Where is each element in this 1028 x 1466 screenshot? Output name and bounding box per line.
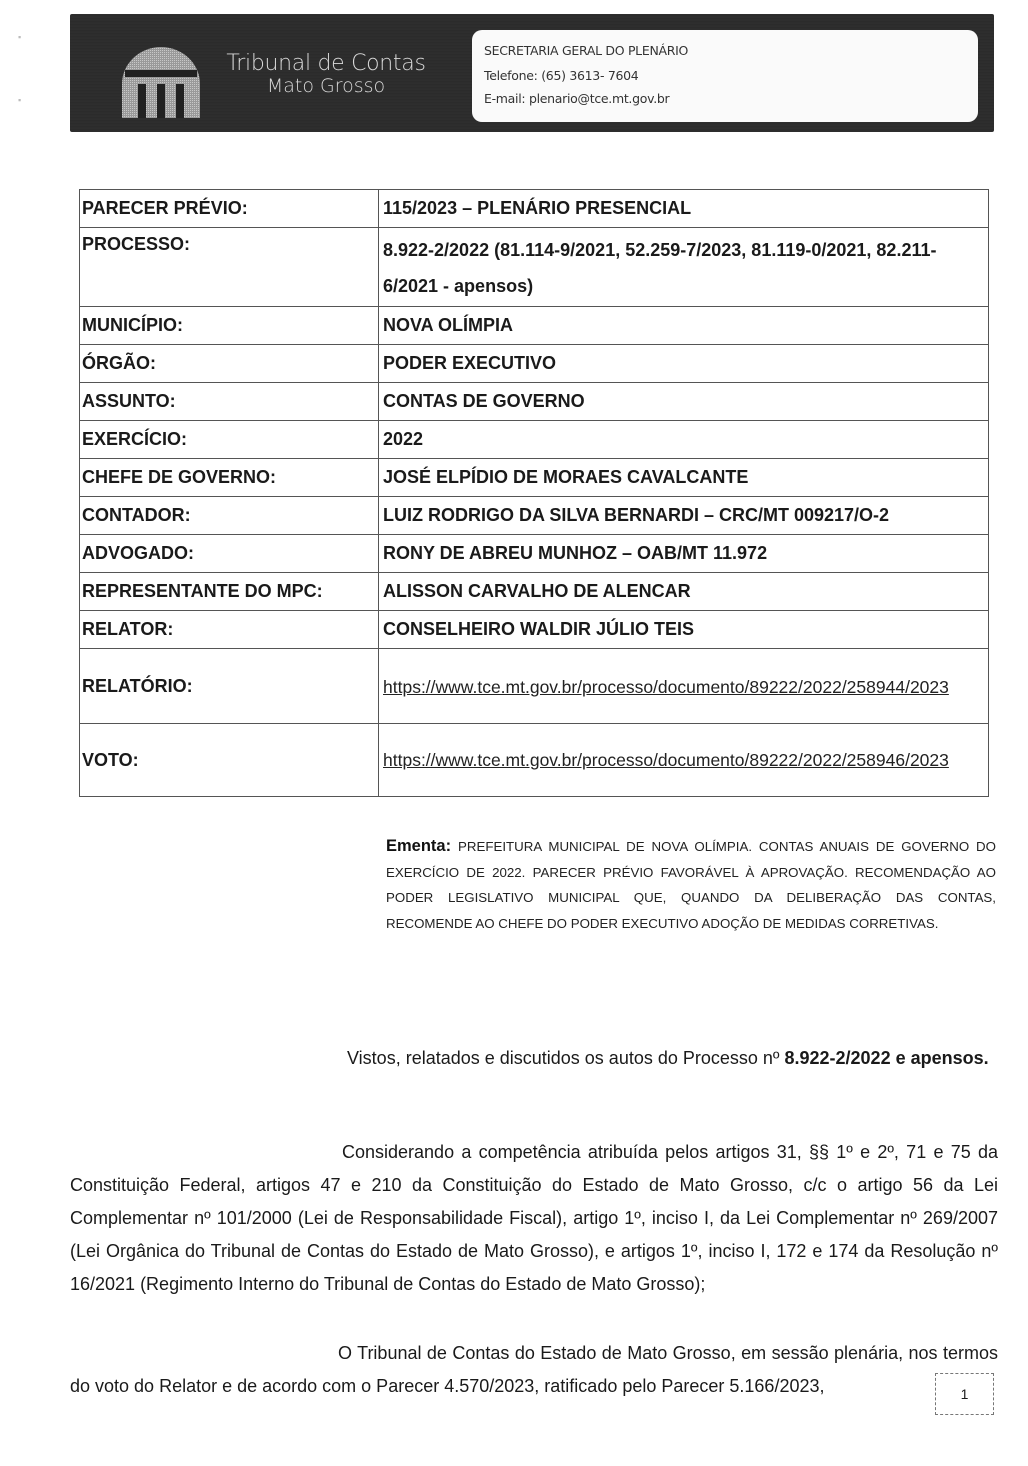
table-row — [80, 307, 989, 345]
row-label: ASSUNTO: — [80, 383, 379, 421]
row-label: CONTADOR: — [80, 497, 379, 535]
paragraph-tribunal: O Tribunal de Contas do Estado de Mato Grosso, em sessão plenária, nos termos do voto do Relator e de acordo com o Parecer 4.570/2023, ratificado pelo Parecer 5.166/2023, — [70, 1343, 998, 1396]
scan-artifact: ▪ — [18, 95, 22, 105]
table-row — [80, 724, 989, 797]
scan-artifact: ▪ — [18, 32, 22, 42]
table-row — [80, 497, 989, 535]
row-value — [379, 724, 989, 797]
row-label: VOTO: — [80, 724, 379, 797]
table-row — [80, 649, 989, 724]
ementa-block — [386, 834, 996, 936]
row-value: 2022 — [379, 421, 989, 459]
phone-number: Telefone: (65) 3613- 7604 — [484, 68, 639, 83]
row-label: ÓRGÃO: — [80, 345, 379, 383]
row-label: MUNICÍPIO: — [80, 307, 379, 345]
table-row — [80, 190, 989, 228]
table-row — [80, 228, 989, 307]
org-name-line1: Tribunal de Contas — [226, 51, 426, 76]
row-value: CONSELHEIRO WALDIR JÚLIO TEIS — [379, 611, 989, 649]
table-row — [80, 459, 989, 497]
row-value: PODER EXECUTIVO — [379, 345, 989, 383]
row-label: CHEFE DE GOVERNO: — [80, 459, 379, 497]
table-row — [80, 535, 989, 573]
row-value: RONY DE ABREU MUNHOZ – OAB/MT 11.972 — [379, 535, 989, 573]
row-value: ALISSON CARVALHO DE ALENCAR — [379, 573, 989, 611]
org-brand — [216, 52, 436, 97]
paragraph-vistos — [70, 1042, 998, 1075]
contact-box — [472, 30, 978, 122]
row-label: RELATOR: — [80, 611, 379, 649]
row-value: 115/2023 – PLENÁRIO PRESENCIAL — [379, 190, 989, 228]
email-address: E-mail: plenario@tce.mt.gov.br — [484, 91, 670, 106]
ementa-text: PREFEITURA MUNICIPAL DE NOVA OLÍMPIA. CONTAS ANUAIS DE GOVERNO DO EXERCÍCIO DE 2022. PARECER PRÉVIO FAVORÁVEL À APROVAÇÃO. RECOMENDAÇÃO AO PODER LEGISLATIVO MUNICIPAL QUE, QUANDO DA DELIBERAÇÃO DAS CONTAS, RECOMENDE AO CHEFE DO PODER EXECUTIVO ADOÇÃO DE MEDIDAS CORRETIVAS. — [386, 839, 996, 931]
row-label: ADVOGADO: — [80, 535, 379, 573]
row-label: PROCESSO: — [80, 228, 379, 307]
table-row — [80, 383, 989, 421]
department-name: SECRETARIA GERAL DO PLENÁRIO — [484, 43, 689, 58]
row-label: RELATÓRIO: — [80, 649, 379, 724]
paragraph-considerando: Considerando a competência atribuída pelos artigos 31, §§ 1º e 2º, 71 e 75 da Constituição Federal, artigos 47 e 210 da Constituição do Estado de Mato Grosso, c/c o artigo 56 da Lei Complementar nº 101/2000 (Lei de Responsabilidade Fiscal), artigo 1º, inciso I, da Lei Complementar nº 269/2007 (Lei Orgânica do Tribunal de Contas do Estado de Mato Grosso), e artigos 1º, inciso I, 172 e 174 da Resolução nº 16/2021 (Regimento Interno do Tribunal de Contas do Estado de Mato Grosso); — [70, 1142, 998, 1294]
row-value: CONTAS DE GOVERNO — [379, 383, 989, 421]
process-number-bold: 8.922-2/2022 e apensos. — [784, 1048, 989, 1068]
row-value: JOSÉ ELPÍDIO DE MORAES CAVALCANTE — [379, 459, 989, 497]
ementa-label: Ementa: — [386, 837, 452, 855]
row-label: REPRESENTANTE DO MPC: — [80, 573, 379, 611]
table-row — [80, 421, 989, 459]
org-name-line2: Mato Grosso — [266, 75, 386, 98]
row-value: LUIZ RODRIGO DA SILVA BERNARDI – CRC/MT 009217/O-2 — [379, 497, 989, 535]
row-value: 8.922-2/2022 (81.114-9/2021, 52.259-7/2023, 81.119-0/2021, 82.211-6/2021 - apensos) — [379, 228, 989, 307]
columns-dome-icon — [118, 44, 204, 118]
relatorio-link[interactable]: https://www.tce.mt.gov.br/processo/documento/89222/2022/258944/2023 — [383, 677, 949, 697]
row-label: PARECER PRÉVIO: — [80, 190, 379, 228]
table-row — [80, 611, 989, 649]
row-value — [379, 649, 989, 724]
header-banner — [70, 14, 994, 132]
row-label: EXERCÍCIO: — [80, 421, 379, 459]
process-info-table — [79, 189, 989, 797]
row-value: NOVA OLÍMPIA — [379, 307, 989, 345]
page-number: 1 — [935, 1373, 994, 1415]
paragraph-text: Vistos, relatados e discutidos os autos do Processo nº — [347, 1048, 785, 1068]
table-row — [80, 573, 989, 611]
table-row — [80, 345, 989, 383]
voto-link[interactable]: https://www.tce.mt.gov.br/processo/documento/89222/2022/258946/2023 — [383, 750, 949, 770]
